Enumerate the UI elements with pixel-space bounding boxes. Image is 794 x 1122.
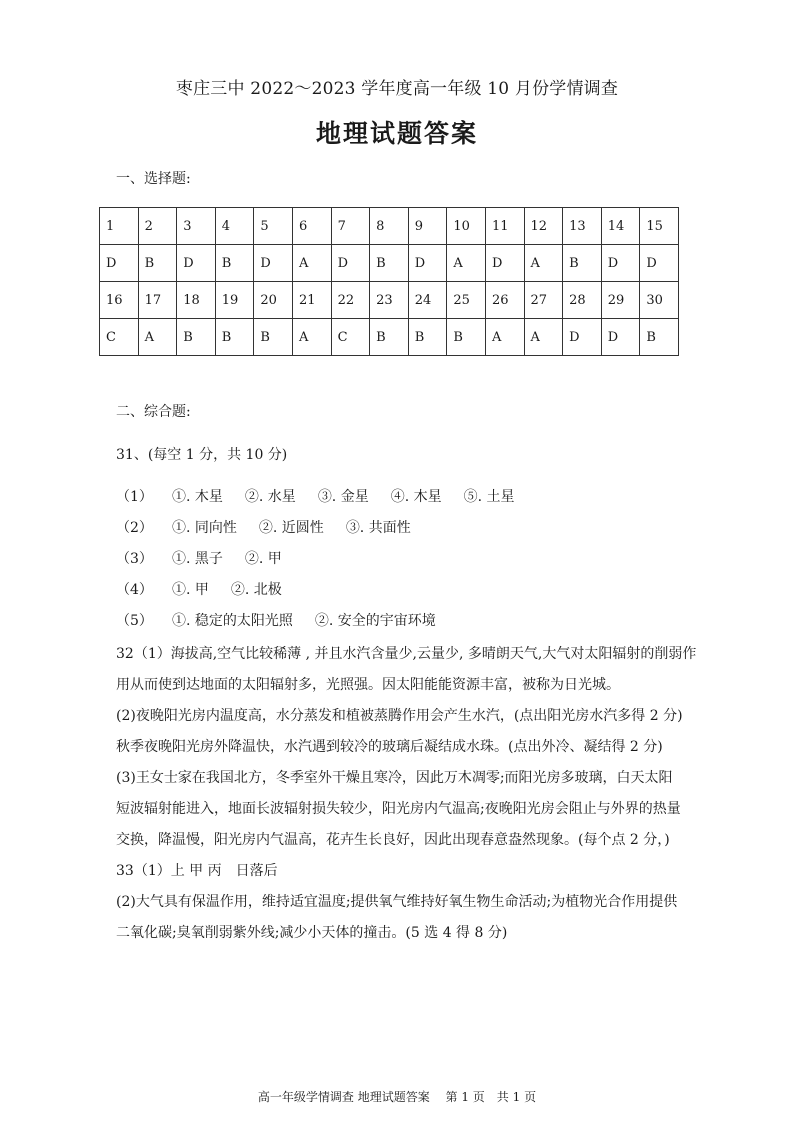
question-number-cell: 4 bbox=[215, 208, 254, 245]
answer-cell: B bbox=[138, 245, 177, 282]
answer-cell: D bbox=[177, 245, 216, 282]
question-number-cell: 14 bbox=[601, 208, 640, 245]
q31-answer: ⑤. 土星 bbox=[463, 489, 515, 505]
answer-cell: D bbox=[563, 319, 602, 356]
question-number-cell: 10 bbox=[447, 208, 486, 245]
page-footer: 高一年级学情调查 地理试题答案 第 1 页 共 1 页 bbox=[257, 1090, 537, 1104]
question-number-cell: 30 bbox=[640, 282, 679, 319]
answer-cell: A bbox=[292, 245, 331, 282]
question-number-cell: 21 bbox=[292, 282, 331, 319]
question-number-cell: 12 bbox=[524, 208, 563, 245]
q31-item bbox=[116, 486, 537, 506]
table-row bbox=[100, 282, 679, 319]
q31-item bbox=[116, 610, 458, 630]
q31-item bbox=[116, 548, 304, 568]
q33-part2 bbox=[116, 887, 686, 949]
question-number-cell: 17 bbox=[138, 282, 177, 319]
q32-part3 bbox=[116, 763, 686, 856]
q31-answer: ②. 近圆性 bbox=[258, 520, 324, 536]
question-number-cell: 8 bbox=[370, 208, 409, 245]
answer-cell: B bbox=[447, 319, 486, 356]
q32-part2 bbox=[116, 701, 686, 763]
question-number-cell: 15 bbox=[640, 208, 679, 245]
answer-cell: A bbox=[485, 319, 524, 356]
q31-item-number: （1） bbox=[116, 489, 153, 505]
answer-cell: D bbox=[601, 245, 640, 282]
answer-cell: A bbox=[447, 245, 486, 282]
question-number-cell: 28 bbox=[563, 282, 602, 319]
table-row bbox=[100, 319, 679, 356]
q31-item-number: （5） bbox=[116, 613, 153, 629]
text-line: 用从而使到达地面的太阳辐射多，光照强。因太阳能能资源丰富，被称为日光城。 bbox=[116, 677, 620, 693]
answer-cell: D bbox=[601, 319, 640, 356]
text-line: 二氧化碳;臭氧削弱紫外线;减少小天体的撞击。(5 选 4 得 8 分) bbox=[116, 925, 508, 941]
answer-cell: D bbox=[100, 245, 139, 282]
q32-part1 bbox=[116, 639, 697, 701]
question-number-cell: 13 bbox=[563, 208, 602, 245]
text-line: (2)夜晚阳光房内温度高，水分蒸发和植被蒸腾作用会产生水汽，(点出阳光房水汽多得 2 分) bbox=[116, 708, 683, 724]
answer-cell: B bbox=[254, 319, 293, 356]
q31-answer: ①. 黑子 bbox=[172, 551, 223, 567]
question-number-cell: 29 bbox=[601, 282, 640, 319]
section-heading-choice: 一、选择题: bbox=[116, 171, 191, 187]
answer-cell: B bbox=[640, 319, 679, 356]
text-line: 交换，降温慢，阳光房内气温高，花卉生长良好，因此出现春意盎然现象。(每个点 2 分，) bbox=[116, 832, 670, 848]
answer-cell: B bbox=[215, 319, 254, 356]
answer-cell: D bbox=[640, 245, 679, 282]
question-number-cell: 7 bbox=[331, 208, 370, 245]
answer-cell: A bbox=[138, 319, 177, 356]
question-number-cell: 23 bbox=[370, 282, 409, 319]
q31-answer: ②. 甲 bbox=[244, 551, 282, 567]
q31-answer: ①. 同向性 bbox=[172, 520, 237, 536]
answer-cell: D bbox=[254, 245, 293, 282]
q31-answer: ②. 北极 bbox=[230, 582, 282, 598]
q31-answer: ①. 稳定的太阳光照 bbox=[172, 613, 293, 629]
text-line: 秋季夜晚阳光房外降温快，水汽遇到较冷的玻璃后凝结成水珠。(点出外冷、凝结得 2 分) bbox=[116, 739, 663, 755]
q31-item-number: （4） bbox=[116, 582, 153, 598]
q31-header: 31、(每空 1 分，共 10 分) bbox=[116, 447, 288, 463]
answer-table bbox=[99, 207, 679, 356]
answer-cell: B bbox=[563, 245, 602, 282]
answer-cell: D bbox=[485, 245, 524, 282]
text-line: 32（1）海拔高,空气比较稀薄 , 并且水汽含量少,云量少, 多晴朗天气,大气对太阳辐射的削弱作 bbox=[116, 646, 697, 662]
question-number-cell: 26 bbox=[485, 282, 524, 319]
answer-cell: B bbox=[408, 319, 447, 356]
answer-cell: D bbox=[408, 245, 447, 282]
question-number-cell: 3 bbox=[177, 208, 216, 245]
q31-item bbox=[116, 517, 433, 537]
question-number-cell: 1 bbox=[100, 208, 139, 245]
q33-part1 bbox=[116, 856, 686, 887]
text-line: 短波辐射能进入，地面长波辐射损失较少，阳光房内气温高;夜晚阳光房会阻止与外界的热量 bbox=[116, 801, 681, 817]
q31-answer: ①. 木星 bbox=[172, 489, 223, 505]
question-number-cell: 25 bbox=[447, 282, 486, 319]
answer-cell: A bbox=[524, 319, 563, 356]
section-heading-comprehensive: 二、综合题: bbox=[116, 404, 191, 420]
question-number-cell: 11 bbox=[485, 208, 524, 245]
answer-cell: B bbox=[177, 319, 216, 356]
q31-answer: ②. 水星 bbox=[244, 489, 296, 505]
answer-cell: C bbox=[331, 319, 370, 356]
table-row bbox=[100, 208, 679, 245]
text-line: 33（1）上 甲 丙 日落后 bbox=[116, 863, 278, 879]
q31-item bbox=[116, 579, 304, 599]
question-number-cell: 5 bbox=[254, 208, 293, 245]
answer-cell: A bbox=[524, 245, 563, 282]
q31-answer: ②. 安全的宇宙环境 bbox=[314, 613, 436, 629]
answer-cell: D bbox=[331, 245, 370, 282]
text-line: (2)大气具有保温作用，维持适宜温度;提供氧气维持好氧生物生命活动;为植物光合作用提供 bbox=[116, 894, 678, 910]
exam-subtitle: 枣庄三中 2022～2023 学年度高一年级 10 月份学情调查 bbox=[175, 79, 619, 99]
question-number-cell: 22 bbox=[331, 282, 370, 319]
question-number-cell: 27 bbox=[524, 282, 563, 319]
q31-answer: ①. 甲 bbox=[172, 582, 209, 598]
answer-cell: B bbox=[215, 245, 254, 282]
question-number-cell: 20 bbox=[254, 282, 293, 319]
text-line: (3)王女士家在我国北方，冬季室外干燥且寒冷，因此万木凋零;而阳光房多玻璃，白天太阳 bbox=[116, 770, 673, 786]
question-number-cell: 9 bbox=[408, 208, 447, 245]
page-title: 地理试题答案 bbox=[315, 119, 478, 148]
q31-answer: ③. 金星 bbox=[317, 489, 369, 505]
answer-cell: B bbox=[370, 245, 409, 282]
table-row bbox=[100, 245, 679, 282]
answer-cell: C bbox=[100, 319, 139, 356]
question-number-cell: 19 bbox=[215, 282, 254, 319]
question-number-cell: 18 bbox=[177, 282, 216, 319]
question-number-cell: 24 bbox=[408, 282, 447, 319]
question-number-cell: 16 bbox=[100, 282, 139, 319]
answer-cell: B bbox=[370, 319, 409, 356]
answer-cell: A bbox=[292, 319, 331, 356]
q31-answer: ③. 共面性 bbox=[345, 520, 411, 536]
q31-answer: ④. 木星 bbox=[390, 489, 442, 505]
question-number-cell: 2 bbox=[138, 208, 177, 245]
q31-item-number: （3） bbox=[116, 551, 153, 567]
q31-item-number: （2） bbox=[116, 520, 153, 536]
question-number-cell: 6 bbox=[292, 208, 331, 245]
